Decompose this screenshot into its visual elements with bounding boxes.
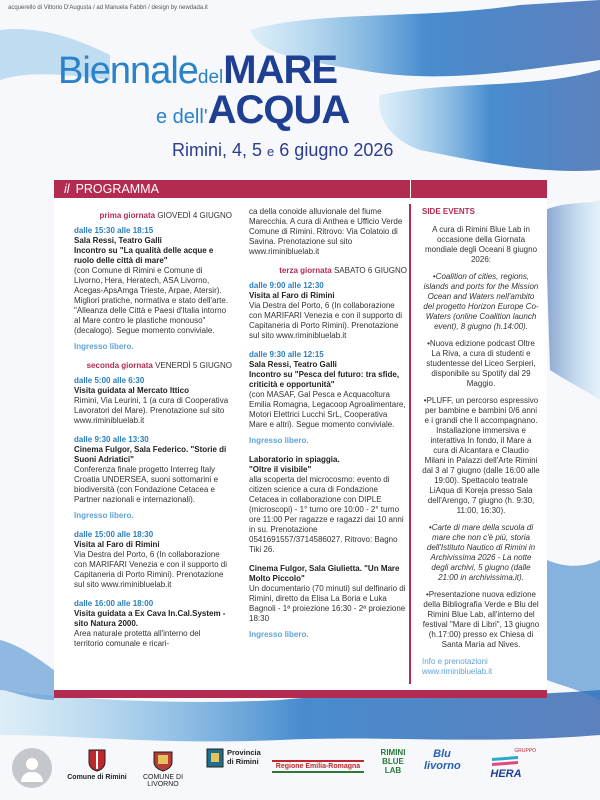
event-item xyxy=(74,376,232,426)
event-ingresso: Ingresso libero. xyxy=(74,511,134,520)
side-event-text: •Nuova edizione podcast Oltre La Riva, a cura di studenti e studentesse del Liceo Serpieri, disponibile su Spotify dal 29 Maggio. xyxy=(426,339,536,388)
title-line-2 xyxy=(156,90,349,137)
day-label: prima giornata xyxy=(99,211,156,220)
dates-e: e xyxy=(267,144,275,159)
hera-swoosh-icon xyxy=(492,754,520,768)
event-place: Sala Ressi, Teatro Galli xyxy=(249,360,337,369)
dates-rest: 6 giugno 2026 xyxy=(279,140,394,160)
side-events-title: SIDE EVENTS xyxy=(422,207,475,216)
logo-label: HERA xyxy=(490,768,522,780)
logo-label: RIMINI BLUE LAB xyxy=(380,748,406,775)
title-mare: MARE xyxy=(223,48,338,92)
logo-label: Comune di Rimini xyxy=(67,774,127,781)
event-place: Cinema Fulgor, Sala Giulietta. "Un Mare Molto Piccolo" xyxy=(249,564,400,583)
logo-label: Blu livorno xyxy=(424,748,461,772)
provincia-crest-icon xyxy=(206,748,224,768)
logo-label: COMUNE DI LIVORNO xyxy=(142,774,184,788)
event-place: Visita al Faro di Rimini xyxy=(249,291,335,300)
side-events-column xyxy=(422,207,540,684)
credits-line: acquerello di Vittorio D'Augusta / ad Manuela Fabbri / design by newdada.it xyxy=(8,5,208,11)
logo-label: Regione Emilia-Romagna xyxy=(272,760,364,773)
event-body: Un documentario (70 minuti) sul delfinario di Rimini, diretto da Elisa La Boria e Luka Bagnoli - 1ª proiezione 16:30 - 2ª proiezione 18:30 xyxy=(249,584,406,623)
sponsor-logos xyxy=(0,738,600,800)
event-item xyxy=(249,281,407,341)
day-heading xyxy=(249,266,407,276)
event-dates xyxy=(172,140,393,161)
event-item xyxy=(249,350,407,446)
side-event-text: A cura di Rimini Blue Lab in occasione della Giornata mondiale degli Oceani 8 giugno 2026: xyxy=(424,225,538,264)
event-body: Via Destra del Porto, 6 (In collaborazione con MARIFARI Venezia e con il supporto di Capitaneria di Porto Rimini). Prenotazione sul sito www.riminibluelab.it xyxy=(74,550,227,589)
event-title-text: Incontro su "La qualità delle acque e ruolo delle città di mare" xyxy=(74,246,214,265)
logo-hera xyxy=(476,748,536,780)
program-label: PROGRAMMA xyxy=(75,182,159,196)
day-date: SABATO 6 GIUGNO xyxy=(333,266,407,275)
event-item xyxy=(74,599,232,649)
side-event-text: •Presentazione nuova edizione della Bibliografia Verde e Blu del Rimini Blue Lab, all'interno del festival "Mare di Libri", 13 giugno (h.17:00) presso ex Chiesa di Santa Maria ad Nives. xyxy=(422,590,540,649)
logo-regione xyxy=(272,760,364,773)
event-place: Visita al Faro di Rimini xyxy=(74,540,160,549)
avatar-body-icon xyxy=(21,772,43,782)
event-body: Area naturale protetta all'interno del territorio comunale e ricari- xyxy=(74,629,201,648)
website-link[interactable]: www.riminibluelab.it xyxy=(422,667,493,676)
dates-city: Rimini, 4, 5 xyxy=(172,140,263,160)
event-time: dalle 5:00 alle 6:30 xyxy=(74,376,145,385)
day-heading xyxy=(74,211,232,221)
program-panel xyxy=(54,180,547,698)
event-time: dalle 16:00 alle 18:00 xyxy=(74,599,154,608)
avatar-head-icon xyxy=(26,758,38,770)
program-il: il xyxy=(64,182,70,196)
logo-provincia-rimini xyxy=(206,748,266,768)
day-date: VENERDÌ 5 GIUGNO xyxy=(155,361,232,370)
side-event-text: •Coalition of cities, regions, islands and ports for the Mission Ocean and Waters nell'ambito del progetto Horizon Europe Co-Waters (online Coalition launch event), 8 giugno (h.14:00). xyxy=(423,272,539,331)
event-body: ca della conoide alluvionale del fiume Marecchia. A cura di Anthea e Ufficio Verde Comune di Rimini. Ritrovo: Via Colatoio di Savina. Prenotazione sul sito www.riminibluelab.it xyxy=(249,207,403,256)
title-e-dell: e dell' xyxy=(156,106,208,128)
title-biennale: Biennale xyxy=(58,50,198,92)
panel-footer-bar xyxy=(54,690,547,698)
logo-comune-livorno xyxy=(130,748,196,788)
column-divider xyxy=(409,204,411,684)
event-place: Visita guidata al Mercato Ittico xyxy=(74,386,189,395)
day-label: seconda giornata xyxy=(86,361,153,370)
logo-gruppo: GRUPPO xyxy=(514,748,536,754)
event-body: Conferenza finale progetto Interreg Italy Croatia UNDERSEA, suoni sottomarini e biodiversità (con Fondazione Cetacea e Partner nazionali e internazionali). xyxy=(74,465,219,504)
event-title-text: Incontro su "Pesca del futuro: tra sfide, criticità e opportunità" xyxy=(249,370,400,389)
event-body: Rimini, Via Leurini, 1 (a cura di Cooperativa Lavoratori del Mare). Prenotazione sul sito www.riminibluelab.it xyxy=(74,396,229,425)
title-del: del xyxy=(197,67,224,88)
event-ingresso: Ingresso libero. xyxy=(249,630,309,639)
side-event-text: •PLUFF, un percorso espressivo per bambine e bambini 0/6 anni e i grandi che li accompagnano. Installazione immersiva e interattiva In fondo, il Mare a cura di Alcantara e Claudio Milani in Palazzi dell'Arte Rimini dal 3 al 7 giugno (dalle 16:00 alle 19:00). Spettacolo teatrale LiAqua di Koreja presso Sala dell'Arengo, 7 giugno (h. 9:30, 11:00, 16:30). xyxy=(422,396,540,515)
event-item xyxy=(74,530,232,590)
logo-blu-livorno xyxy=(424,748,460,772)
event-body: Via Destra del Porto, 6 (In collaborazione con MARIFARI Venezia e con il supporto di Capitaneria di Porto Rimini). Prenotazione sul sito www.riminibluelab.it xyxy=(249,301,402,340)
rimini-crest-icon xyxy=(88,748,106,772)
logo-comune-rimini xyxy=(62,748,132,781)
event-place: Laboratorio in spiaggia. xyxy=(249,455,340,464)
logo-rimini-blue-lab xyxy=(376,748,410,775)
event-time: dalle 15:30 alle 18:15 xyxy=(74,226,154,235)
event-time: dalle 9:00 alle 12:30 xyxy=(249,281,324,290)
event-item xyxy=(249,564,407,640)
event-item xyxy=(74,435,232,521)
avatar[interactable] xyxy=(12,748,52,788)
event-item xyxy=(74,226,232,352)
event-time: dalle 9:30 alle 13:30 xyxy=(74,435,149,444)
livorno-crest-icon xyxy=(152,748,174,772)
event-body: (con MASAF, Gal Pesca e Acquacoltura Emilia Romagna, Legacoop Agroalimentare, Motori Elettrici Lucchi SrL, Cooperativa Mare e altri). Segue momento conviviale. xyxy=(249,390,406,429)
day-heading xyxy=(74,361,232,371)
event-place: Sala Ressi, Teatro Galli xyxy=(74,236,162,245)
title-acqua: ACQUA xyxy=(207,88,350,132)
program-column-1 xyxy=(74,207,232,658)
event-body: (con Comune di Rimini e Comune di Livorno, Hera, Heratech, ASA Livorno, Acegas-ApsAmga Trieste, Arpae, Atersir). Migliori pratiche, normativa e stato dell'arte. "Alleanza delle Città e Paesi d'Italia intorno al Mare contro le plastiche monouso" (decalogo). Segue momento conviviale. xyxy=(74,266,229,335)
program-header xyxy=(54,180,410,198)
logo-label: Provincia di Rimini xyxy=(227,748,261,766)
event-title-text: "Oltre il visibile" xyxy=(249,465,312,474)
event-body: alla scoperta del microcosmo: evento di citizen science a cura di Fondazione Cetacea in collaborazione con DIPLE (microscopi) - 1° turno ore 10:00 - 2° turno ore 11:00 Per ragazze e ragazzi dai 10 anni in su. Prenotazione 0541691557/3714586027. Ritrovo: Bagno Tiki 26. xyxy=(249,475,404,554)
event-time: dalle 15:00 alle 18:30 xyxy=(74,530,154,539)
event-place: Visita guidata a Ex Cava In.Cal.System - sito Natura 2000. xyxy=(74,609,226,628)
event-ingresso: Ingresso libero. xyxy=(249,436,309,445)
side-header-bar xyxy=(411,180,547,198)
day-label: terza giornata xyxy=(279,266,332,275)
event-time: dalle 9:30 alle 12:15 xyxy=(249,350,324,359)
info-label: Info e prenotazioni xyxy=(422,657,488,666)
event-ingresso: Ingresso libero. xyxy=(74,342,134,351)
day-date: GIOVEDÌ 4 GIUGNO xyxy=(157,211,232,220)
program-column-2 xyxy=(249,207,407,649)
event-place: Cinema Fulgor, Sala Federico. "Storie di Suoni Adriatici" xyxy=(74,445,227,464)
event-title xyxy=(58,50,418,140)
side-event-text: •Carte di mare della scuola di mare che non c'è più, storia dell'Istituto Nautico di Rimini in Archivissima 2026 - La notte degli archivi, 5 giugno (dalle 21:00 in archivissima.it). xyxy=(426,523,536,582)
event-item xyxy=(249,455,407,555)
event-item xyxy=(249,207,407,257)
